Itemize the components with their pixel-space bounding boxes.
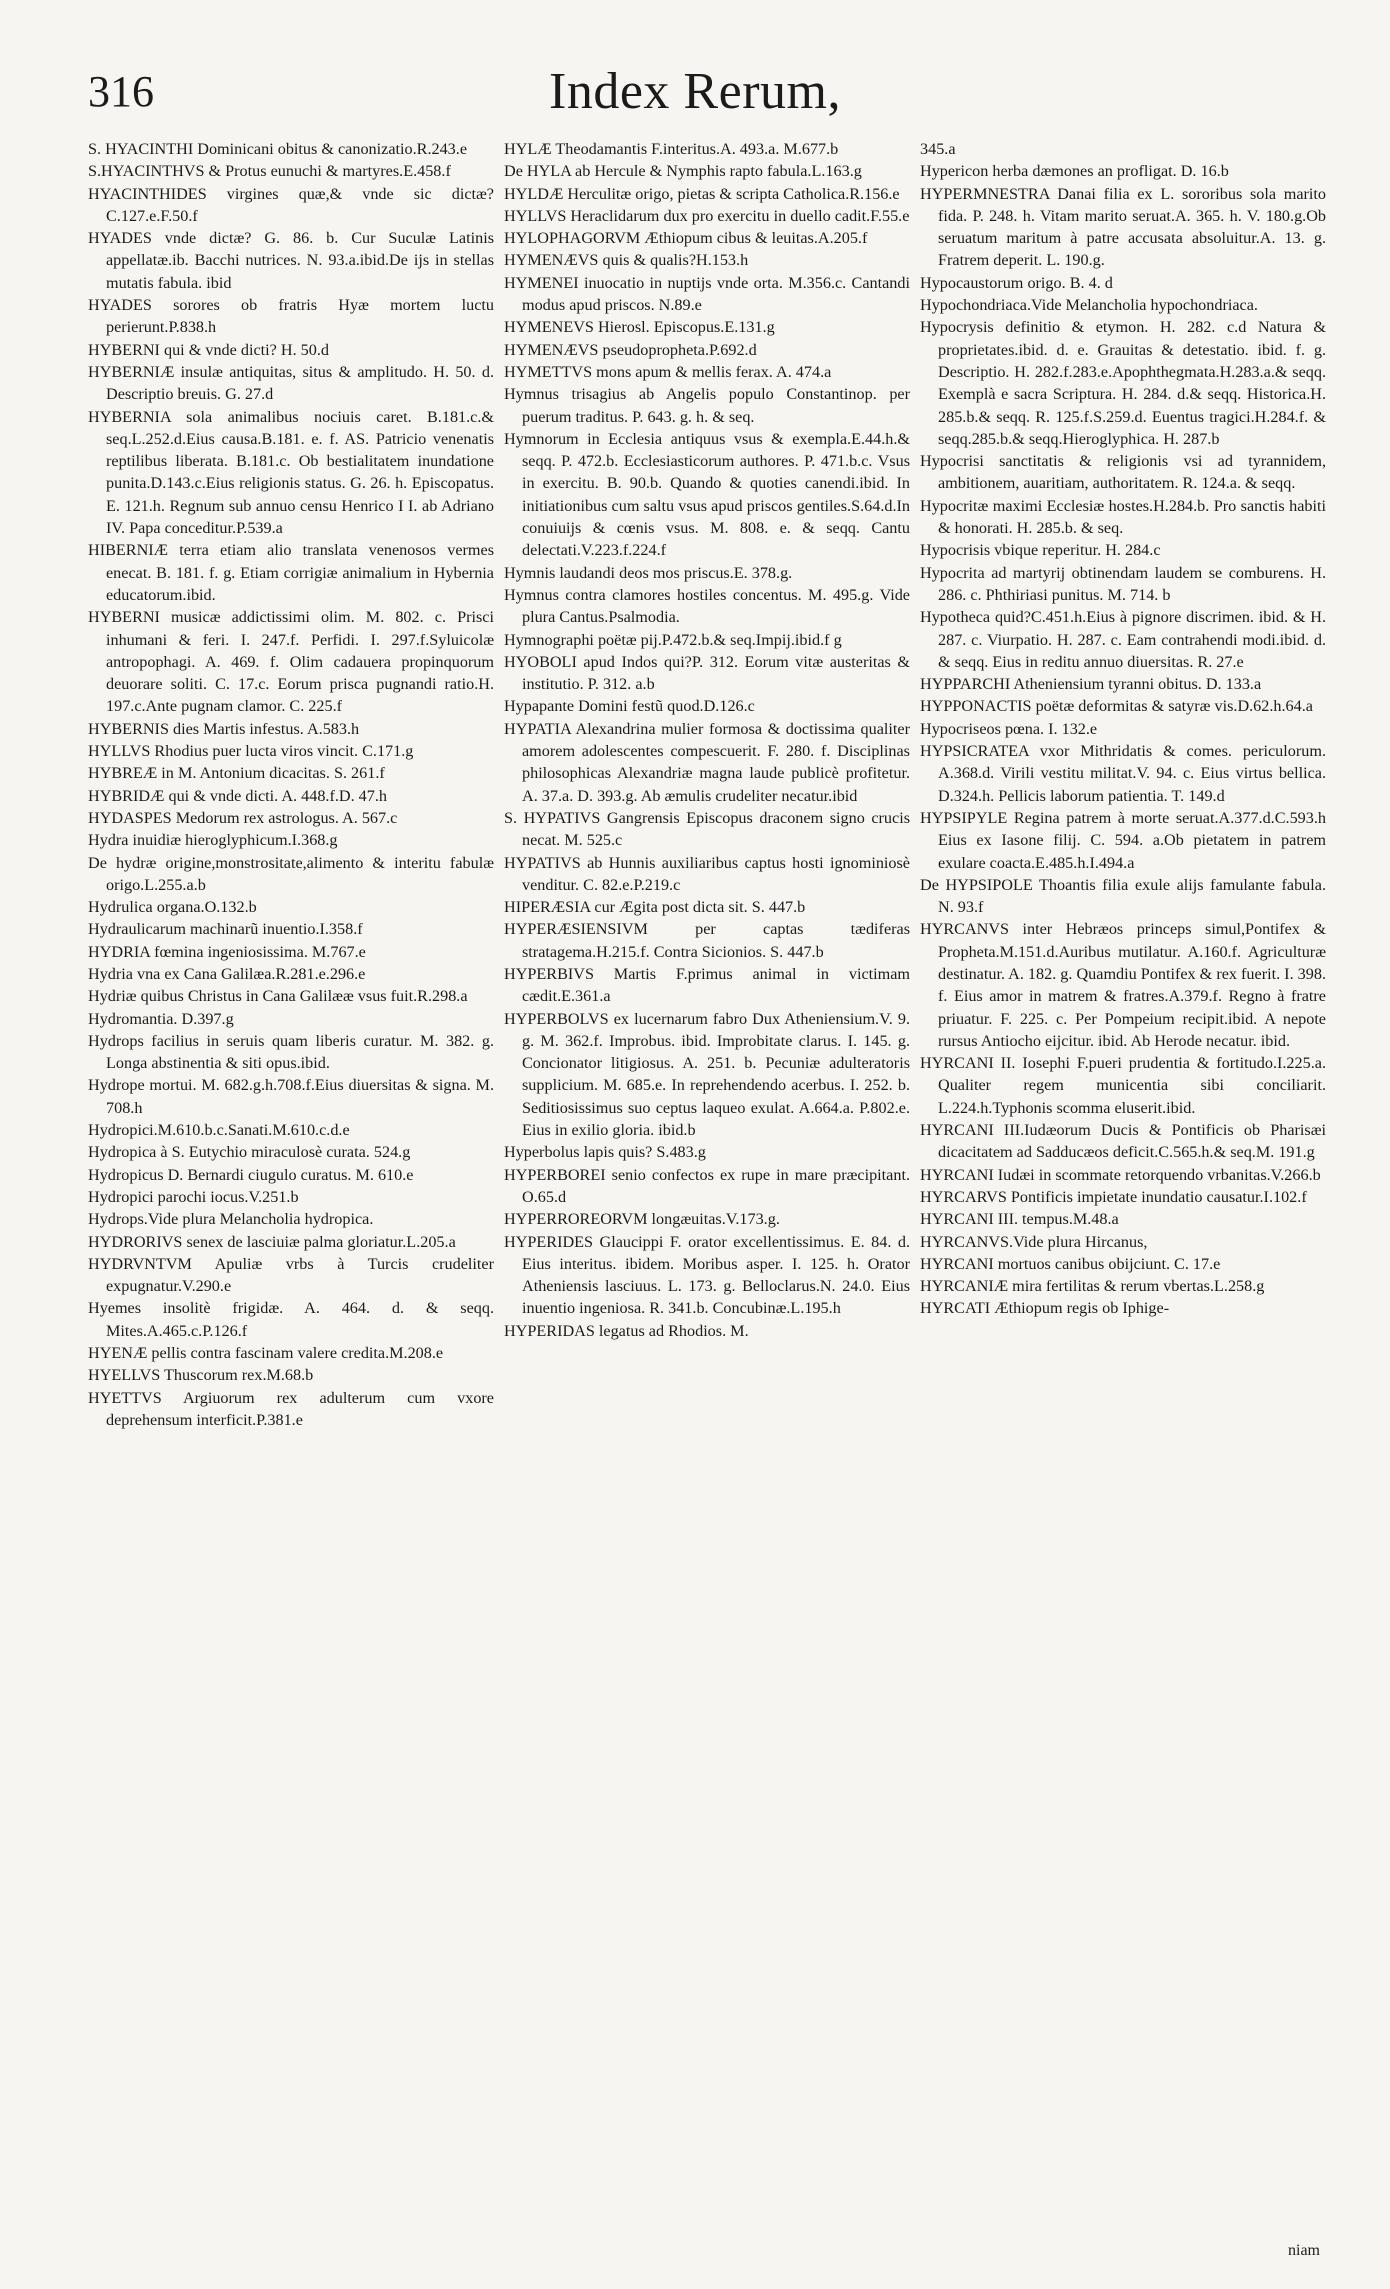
index-entry: Hypocritæ maximi Ecclesiæ hostes.H.284.b. Pro sanctis habiti & honorati. H. 285.b. & seq. — [920, 496, 1326, 538]
index-entry: HYLLVS Rhodius puer lucta viros vincit. C.171.g — [88, 742, 414, 761]
index-entry: HYPERIDES Glaucippi F. orator excellentissimus. E. 84. d. Eius interitus. ibidem. Moribus asper. I. 125. h. Orator Atheniensis lasciuus. L. 173. g. Belloclarus.N. 24.0. Eius inuentio ingeniosa. R. 341.b. Concubinæ.L.195.h — [504, 1232, 910, 1318]
index-entry: HYPATIA Alexandrina mulier formosa & doctissima qualiter amorem adolescentes compescuerit. F. 280. f. Disciplinas philosophicas Alexandriæ magna laude publicè profitetur. A. 37.a. D. 393.g. Ab æmulis crudeliter necatur.ibid — [504, 719, 910, 805]
index-entry: HYRCANI II. Iosephi F.pueri prudentia & fortitudo.I.225.a. Qualiter regem municentia sibi conciliarit. L.224.h.Typhonis scomma eluserit.ibid. — [920, 1054, 1326, 1117]
index-entry: S. HYACINTHI Dominicani obitus & canonizatio.R.243.e — [88, 140, 468, 158]
index-column-right — [920, 138, 1326, 1431]
index-entry: Hypocaustorum origo. B. 4. d — [920, 273, 1113, 292]
index-entry: Hydropici parochi iocus.V.251.b — [88, 1187, 299, 1206]
index-entry: HYPERBOREI senio confectos ex rupe in mare præcipitant. O.65.d — [504, 1165, 910, 1206]
index-entry: HYRCANVS inter Hebræos princeps simul,Pontifex & Propheta.M.151.d.Auribus mutilatur. A.160.f. Agriculturæ destinatur. A. 182. g. Quamdiu Pontifex & rex fuerit. I. 398. f. Eius amor in matrem & fratres.A.379.f. Regno à fratre priuatur. F. 225. c. Per Pompeium recipit.ibid. A nepote rursus Antiocho eijcitur. ibid. Ab Herode necatur. ibid. — [920, 920, 1326, 1050]
index-entry: De HYLA ab Hercule & Nymphis rapto fabula.L.163.g — [504, 162, 862, 181]
index-entry: S.HYACINTHVS & Protus eunuchi & martyres.E.458.f — [88, 162, 451, 181]
index-entry: HYPATIVS ab Hunnis auxiliaribus captus hosti ignominiosè venditur. C. 82.e.P.219.c — [504, 853, 910, 894]
index-entry: HYMENEI inuocatio in nuptijs vnde orta. M.356.c. Cantandi modus apud priscos. N.89.e — [504, 273, 910, 315]
index-entry: HYBERNIS dies Martis infestus. A.583.h — [88, 719, 360, 738]
index-entry: HYPERMNESTRA Danai filia ex L. sororibus sola marito fida. P. 248. h. Vitam marito seruat.A. 365. h. V. 180.g.Ob seruatum maritum à patre accusata absoluitur.A. 13. g. Fratrem deperit. L. 190.g. — [920, 184, 1326, 270]
index-entry: HYENÆ pellis contra fascinam valere credita.M.208.e — [88, 1344, 444, 1363]
index-entry: HYBERNIÆ insulæ antiquitas, situs & amplitudo. H. 50. d. Descriptio breuis. G. 27.d — [88, 362, 494, 404]
index-entry: HYLDÆ Herculitæ origo, pietas & scripta Catholica.R.156.e — [504, 184, 900, 203]
index-entry: HYDRVNTVM Apuliæ vrbs à Turcis crudeliter expugnatur.V.290.e — [88, 1254, 494, 1296]
running-title: Index Rerum, — [549, 63, 841, 120]
index-entry: Hydromantia. D.397.g — [88, 1009, 234, 1028]
index-entry: HYLÆ Theodamantis F.interitus.A. 493.a. M.677.b — [504, 140, 839, 158]
index-entry: Hypocriseos pœna. I. 132.e — [920, 719, 1098, 738]
index-entry: HYOBOLI apud Indos qui?P. 312. Eorum vitæ austeritas & institutio. P. 312. a.b — [504, 652, 910, 694]
index-entry: Hypocrisi sanctitatis & religionis vsi ad tyrannidem, ambitionem, auaritiam, authoritatem. R. 124.a. & seqq. — [920, 452, 1326, 493]
index-entry: HIBERNIÆ terra etiam alio translata venenosos vermes enecat. B. 181. f. g. Etiam corrigiæ animalium in Hybernia educatorum.ibid. — [88, 541, 494, 604]
index-entry: HYMENEVS Hierosl. Episcopus.E.131.g — [504, 318, 775, 337]
index-entry: 345.a — [920, 140, 956, 158]
index-entry: HIPERÆSIA cur Ægita post dicta sit. S. 447.b — [504, 898, 806, 917]
index-entry: HYMENÆVS quis & qualis?H.153.h — [504, 251, 749, 270]
index-entry: HYMENÆVS pseudopropheta.P.692.d — [504, 340, 757, 359]
index-entry: HYPSIPYLE Regina patrem à morte seruat.A.377.d.C.593.h Eius ex Iasone filij. C. 594. a.Ob pietatem in patrem exulare coacta.E.485.h.I.494.a — [920, 808, 1326, 872]
index-entry: HYDRORIVS senex de lasciuiæ palma gloriatur.L.205.a — [88, 1232, 456, 1251]
index-entry: HYBRIDÆ qui & vnde dicti. A. 448.f.D. 47.h — [88, 786, 388, 805]
catchword: niam — [1288, 2242, 1320, 2259]
page-number: 316 — [88, 67, 154, 116]
index-entry: Hydria vna ex Cana Galilæa.R.281.e.296.e — [88, 964, 366, 983]
index-entry: Hypochondriaca.Vide Melancholia hypochondriaca. — [920, 296, 1258, 315]
index-entry: HYETTVS Argiuorum rex adulterum cum vxore deprehensum interficit.P.381.e — [88, 1388, 494, 1429]
index-entry: De hydræ origine,monstrositate,alimento & interitu fabulæ origo.L.255.a.b — [88, 853, 494, 894]
index-column-middle — [504, 138, 910, 1431]
index-entry: Hypapante Domini festũ quod.D.126.c — [504, 697, 755, 716]
index-entry: HYADES vnde dictæ? G. 86. b. Cur Suculæ Latinis appellatæ.ib. Bacchi nutrices. N. 93.a.ibid.De ijs in stellas mutatis fabula. ibid — [88, 229, 494, 292]
index-entry: HYRCARVS Pontificis impietate inundatio causatur.I.102.f — [920, 1187, 1307, 1206]
index-entry: Hydra inuidiæ hieroglyphicum.I.368.g — [88, 831, 338, 850]
index-entry: HYADES sorores ob fratris Hyæ mortem luctu perierunt.P.838.h — [88, 296, 494, 337]
index-columns — [88, 138, 1328, 1431]
index-entry: Hypocrisis vbique reperitur. H. 284.c — [920, 541, 1161, 560]
index-entry: Hymnis laudandi deos mos priscus.E. 378.g. — [504, 563, 793, 582]
index-entry: HYLOPHAGORVM Æthiopum cibus & leuitas.A.205.f — [504, 229, 868, 248]
index-entry: HYRCANI Iudæi in scommate retorquendo vrbanitas.V.266.b — [920, 1165, 1321, 1184]
index-entry: Hydrops facilius in seruis quam liberis curatur. M. 382. g. Longa abstinentia & siti opus.ibid. — [88, 1031, 494, 1073]
index-entry: HYRCANI mortuos canibus obijciunt. C. 17.e — [920, 1254, 1221, 1273]
index-entry: Hydropicus D. Bernardi ciugulo curatus. M. 610.e — [88, 1165, 414, 1184]
index-entry: HYPERROREORVM longæuitas.V.173.g. — [504, 1210, 780, 1229]
index-entry: HYPERBOLVS ex lucernarum fabro Dux Atheniensium.V. 9. g. M. 362.f. Improbus. ibid. Improbitate clarus. I. 145. g. Concionator litigiosus. A. 251. b. Pecuniæ adulteratoris supplicium. M. 685.e. In reprehendendo acerbus. I. 252. b. Seditiosissimus suo ceptus laqueo exulat. A.664.a. P.802.e. Eius in exilio gloria. ibid.b — [504, 1009, 910, 1140]
index-entry: HYDASPES Medorum rex astrologus. A. 567.c — [88, 808, 398, 827]
index-entry: Hydriæ quibus Christus in Cana Galilææ vsus fuit.R.298.a — [88, 987, 468, 1006]
index-entry: HYLLVS Heraclidarum dux pro exercitu in duello cadit.F.55.e — [504, 206, 910, 225]
index-entry: HYMETTVS mons apum & mellis ferax. A. 474.a — [504, 362, 832, 381]
index-entry: HYRCATI Æthiopum regis ob Iphige- — [920, 1299, 1170, 1318]
index-entry: HYBREÆ in M. Antonium dicacitas. S. 261.f — [88, 764, 385, 783]
index-entry: HYRCANI III.Iudæorum Ducis & Pontificis ob Pharisæi dicacitatem ad Sadducæos deficit.C.565.h.& seq.M. 191.g — [920, 1121, 1326, 1162]
index-entry: Hydropici.M.610.b.c.Sanati.M.610.c.d.e — [88, 1121, 350, 1140]
index-entry: Hydropica à S. Eutychio miraculosè curata. 524.g — [88, 1143, 411, 1162]
index-entry: Hymnus contra clamores hostiles concentus. M. 495.g. Vide plura Cantus.Psalmodia. — [504, 585, 910, 627]
index-entry: HYPERBIVS Martis F.primus animal in victimam cædit.E.361.a — [504, 964, 910, 1006]
index-entry: HYPSICRATEA vxor Mithridatis & comes. periculorum. A.368.d. Virili vestitu militat.V. 94. c. Eius virtus bellica. D.324.h. Pellicis laborum patientia. T. 149.d — [920, 742, 1326, 805]
index-entry: Hydrulica organa.O.132.b — [88, 898, 257, 917]
index-entry: HYRCANI III. tempus.M.48.a — [920, 1210, 1119, 1229]
index-entry: HYBERNI musicæ addictissimi olim. M. 802. c. Prisci inhumani & feri. I. 247.f. Perfidi. I. 297.f.Syluicolæ antropophagi. A. 469. f. Olim cadauera propinquorum deuorare soliti. C. 17.c. Eorum prisca pugnandi ratio.H. 197.c.Ante pugnam clamor. C. 225.f — [88, 608, 494, 716]
index-entry: Hyemes insolitè frigidæ. A. 464. d. & seqq. Mites.A.465.c.P.126.f — [88, 1299, 494, 1340]
index-entry: Hypocrysis definitio & etymon. H. 282. c.d Natura & proprietates.ibid. d. e. Grauitas & detestatio. ibid. f. g. Descriptio. H. 282.f.283.e.Apophthegmata.H.283.a.& seqq. Exemplà e sacra Scriptura. H. 284. d.& seqq. Historica.H. 285.b.& seqq. R. 125.f.S.259.d. Euentus tragici.H.284.f. & seqq.285.b.& seqq.Hieroglyphica. H. 287.b — [920, 318, 1326, 448]
index-entry: S. HYPATIVS Gangrensis Episcopus draconem signo crucis necat. M. 525.c — [504, 808, 910, 850]
index-entry: HYDRIA fœmina ingeniosissima. M.767.e — [88, 942, 366, 961]
index-entry: HYBERNIA sola animalibus nociuis caret. B.181.c.& seq.L.252.d.Eius causa.B.181. e. f. AS. Patricio venenatis reptilibus liberata. B.181.c. Ob bestialitatem inundatione punita.D.143.c.Eius religionis status. G. 26. h. Episcopatus. E. 121.h. Regnum sub annuo censu Henrico I I. ab Adriano IV. Papa conceditur.P.539.a — [88, 407, 494, 538]
index-entry: Hyperbolus lapis quis? S.483.g — [504, 1143, 706, 1162]
index-entry: HYPPONACTIS poëtæ deformitas & satyræ vis.D.62.h.64.a — [920, 697, 1313, 716]
index-entry: Hymnographi poëtæ pij.P.472.b.& seq.Impij.ibid.f g — [504, 630, 842, 649]
index-entry: Hymnus trisagius ab Angelis populo Constantinop. per puerum traditus. P. 643. g. h. & seq. — [504, 385, 910, 426]
index-entry: HYBERNI qui & vnde dicti? H. 50.d — [88, 340, 329, 359]
index-entry: HYRCANIÆ mira fertilitas & rerum vbertas.L.258.g — [920, 1277, 1265, 1296]
index-entry: HYPERIDAS legatus ad Rhodios. M. — [504, 1321, 749, 1340]
index-entry: Hydrope mortui. M. 682.g.h.708.f.Eius diuersitas & signa. M. 708.h — [88, 1076, 494, 1117]
index-entry: HYPPARCHI Atheniensium tyranni obitus. D. 133.a — [920, 675, 1262, 694]
index-entry: Hydrops.Vide plura Melancholia hydropica. — [88, 1210, 374, 1229]
index-entry: HYPERÆSIENSIVM per captas tædiferas stratagema.H.215.f. Contra Sicionios. S. 447.b — [504, 920, 910, 961]
index-entry: Hymnorum in Ecclesia antiquus vsus & exempla.E.44.h.& seqq. P. 472.b. Ecclesiasticorum authores. P. 471.b.c. Vsus in exercitu. B. 90.b. Quando & quoties canendi.ibid. In initiationibus cum saltu vsus apud priscos gentiles.S.64.d.In conuiuijs & cœnis vsus. M. 808. e. & seqq. Cantu delectati.V.223.f.224.f — [504, 429, 910, 560]
index-entry: Hydraulicarum machinarũ inuentio.I.358.f — [88, 920, 363, 939]
index-entry: Hypotheca quid?C.451.h.Eius à pignore discrimen. ibid. & H. 287. c. Viurpatio. H. 287. c. Eam contrahendi modi.ibid. d. & seqq. Eius in reditu annuo diuersitas. R. 27.e — [920, 608, 1326, 671]
index-column-left — [88, 138, 494, 1431]
index-entry: Hypocrita ad martyrij obtinendam laudem se comburens. H. 286. c. Phthiriasi punitus. M. 714. b — [920, 563, 1326, 604]
index-entry: Hypericon herba dæmones an profligat. D. 16.b — [920, 162, 1229, 181]
index-entry: HYELLVS Thuscorum rex.M.68.b — [88, 1366, 314, 1385]
index-entry: De HYPSIPOLE Thoantis filia exule alijs famulante fabula. N. 93.f — [920, 875, 1326, 917]
index-entry: HYRCANVS.Vide plura Hircanus, — [920, 1232, 1148, 1251]
index-entry: HYACINTHIDES virgines quæ,& vnde sic dictæ?C.127.e.F.50.f — [88, 184, 494, 225]
